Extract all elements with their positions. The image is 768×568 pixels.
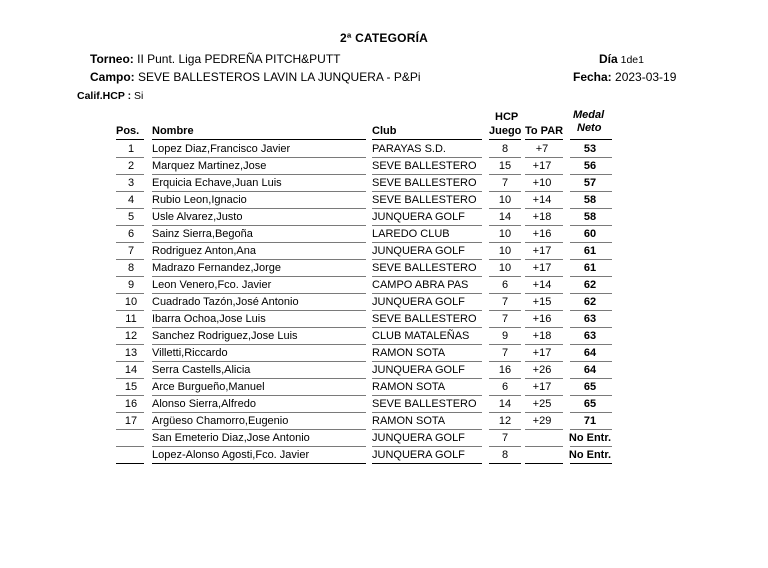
table-row [0,430,768,447]
player-name-cell: Leon Venero,Fco. Javier [152,279,272,291]
table-row [0,260,768,277]
medal-neto-cell: 53 [583,143,597,155]
to-par-cell: +17 [532,160,552,172]
position-cell: 7 [127,245,135,257]
col-header-hcp: HCP [495,111,519,123]
position-cell: 17 [124,415,138,427]
position-cell: 10 [124,296,138,308]
to-par-cell: +16 [532,228,552,240]
position-cell: 1 [127,143,135,155]
table-row [0,277,768,294]
medal-neto-cell: 64 [583,364,597,376]
table-row [0,141,768,158]
player-name-cell: Serra Castells,Alicia [152,364,251,376]
hcp-juego-cell: 7 [501,347,509,359]
medal-neto-cell: 58 [583,194,597,206]
club-cell: LAREDO CLUB [372,228,450,240]
dia-label: Día [599,52,618,66]
hcp-juego-cell: 10 [498,194,512,206]
table-row [0,345,768,362]
row-separator [152,463,366,464]
club-cell: PARAYAS S.D. [372,143,446,155]
medal-neto-cell: 58 [583,211,597,223]
position-cell: 16 [124,398,138,410]
medal-neto-cell: 61 [583,245,597,257]
medal-neto-cell: No Entr. [568,432,612,444]
underline-pos [116,139,144,140]
hcp-juego-cell: 15 [498,160,512,172]
col-header-medal: Medal [573,109,605,121]
hcp-juego-cell: 10 [498,245,512,257]
medal-neto-cell: 65 [583,381,597,393]
col-header-nombre: Nombre [152,125,194,137]
player-name-cell: Rubio Leon,Ignacio [152,194,247,206]
to-par-cell: +18 [532,211,552,223]
hcp-juego-cell: 16 [498,364,512,376]
club-cell: RAMON SOTA [372,381,446,393]
table-row [0,396,768,413]
player-name-cell: Rodriguez Anton,Ana [152,245,256,257]
player-name-cell: Lopez-Alonso Agosti,Fco. Javier [152,449,310,461]
underline-nombre [152,139,366,140]
position-cell: 15 [124,381,138,393]
table-row [0,447,768,464]
hcp-juego-cell: 7 [501,296,509,308]
table-row [0,328,768,345]
club-cell: JUNQUERA GOLF [372,245,465,257]
underline-to-par [525,139,563,140]
player-name-cell: Villetti,Riccardo [152,347,228,359]
position-cell: 2 [127,160,135,172]
table-row [0,158,768,175]
to-par-cell: +10 [532,177,552,189]
table-row [0,226,768,243]
hcp-juego-cell: 10 [498,228,512,240]
calif-value: Si [131,90,144,102]
campo-value: SEVE BALLESTEROS LAVIN LA JUNQUERA - P&Pi [134,70,421,84]
to-par-cell: +25 [532,398,552,410]
medal-neto-cell: 65 [583,398,597,410]
player-name-cell: Madrazo Fernandez,Jorge [152,262,282,274]
torneo-label: Torneo: [90,52,134,66]
page-title: 2ª CATEGORÍA [340,31,428,45]
medal-neto-cell: 63 [583,330,597,342]
row-separator [525,463,563,464]
fecha-label: Fecha: [573,70,612,84]
table-row [0,243,768,260]
player-name-cell: San Emeterio Diaz,Jose Antonio [152,432,310,444]
hcp-juego-cell: 14 [498,211,512,223]
col-header-to-par: To PAR [525,125,564,137]
table-row [0,192,768,209]
position-cell: 14 [124,364,138,376]
fecha-value: 2023-03-19 [611,70,677,84]
campo-line [90,70,421,84]
torneo-line [90,52,341,66]
col-header-pos: Pos. [116,125,140,137]
table-row [0,311,768,328]
player-name-cell: Marquez Martinez,Jose [152,160,267,172]
club-cell: JUNQUERA GOLF [372,432,465,444]
to-par-cell: +15 [532,296,552,308]
to-par-cell: +14 [532,194,552,206]
calif-line [77,90,143,102]
to-par-cell: +18 [532,330,552,342]
table-row [0,379,768,396]
to-par-cell: +17 [532,347,552,359]
table-row [0,294,768,311]
underline-club [372,139,482,140]
player-name-cell: Sanchez Rodriguez,Jose Luis [152,330,298,342]
club-cell: SEVE BALLESTERO [372,398,477,410]
club-cell: JUNQUERA GOLF [372,211,465,223]
club-cell: JUNQUERA GOLF [372,296,465,308]
calif-label: Calif.HCP : [77,90,132,102]
player-name-cell: Argüeso Chamorro,Eugenio [152,415,289,427]
campo-label: Campo: [90,70,135,84]
club-cell: RAMON SOTA [372,347,446,359]
position-cell: 9 [127,279,135,291]
player-name-cell: Ibarra Ochoa,Jose Luis [152,313,266,325]
medal-neto-cell: 64 [583,347,597,359]
medal-neto-cell: 71 [583,415,597,427]
position-cell: 11 [125,313,137,325]
hcp-juego-cell: 6 [501,279,509,291]
position-cell: 4 [127,194,135,206]
club-cell: RAMON SOTA [372,415,446,427]
table-row [0,209,768,226]
to-par-cell: +7 [535,143,549,155]
player-name-cell: Usle Alvarez,Justo [152,211,243,223]
position-cell: 8 [127,262,135,274]
position-cell: 6 [127,228,135,240]
hcp-juego-cell: 10 [498,262,512,274]
to-par-cell: +16 [532,313,552,325]
club-cell: SEVE BALLESTERO [372,160,477,172]
row-separator [489,463,521,464]
hcp-juego-cell: 8 [501,449,509,461]
player-name-cell: Arce Burgueño,Manuel [152,381,265,393]
hcp-juego-cell: 9 [501,330,509,342]
underline-juego [489,139,521,140]
medal-neto-cell: No Entr. [568,449,612,461]
club-cell: JUNQUERA GOLF [372,449,465,461]
hcp-juego-cell: 7 [501,177,509,189]
medal-neto-cell: 62 [583,296,597,308]
hcp-juego-cell: 7 [501,313,509,325]
club-cell: SEVE BALLESTERO [372,262,477,274]
to-par-cell: +14 [532,279,552,291]
club-cell: SEVE BALLESTERO [372,313,477,325]
hcp-juego-cell: 8 [501,143,509,155]
torneo-value: II Punt. Liga PEDREÑA PITCH&PUTT [133,52,341,66]
position-cell: 12 [124,330,138,342]
position-cell: 13 [124,347,138,359]
row-separator [372,463,482,464]
row-separator [116,463,144,464]
dia-value: 1de1 [617,54,644,66]
to-par-cell: +17 [532,245,552,257]
col-header-neto: Neto [577,122,602,134]
player-name-cell: Cuadrado Tazón,José Antonio [152,296,299,308]
to-par-cell: +17 [532,262,552,274]
medal-neto-cell: 57 [583,177,597,189]
club-cell: JUNQUERA GOLF [372,364,465,376]
club-cell: SEVE BALLESTERO [372,177,477,189]
to-par-cell: +17 [532,381,552,393]
underline-neto [570,139,612,140]
to-par-cell: +26 [532,364,552,376]
hcp-juego-cell: 14 [498,398,512,410]
hcp-juego-cell: 12 [498,415,512,427]
club-cell: CAMPO ABRA PAS [372,279,469,291]
table-row [0,362,768,379]
col-header-club: Club [372,125,397,137]
col-header-juego: Juego [489,125,522,137]
dia-line [599,52,644,66]
fecha-line [573,70,676,84]
position-cell: 5 [127,211,135,223]
medal-neto-cell: 56 [583,160,597,172]
medal-neto-cell: 61 [583,262,597,274]
player-name-cell: Erquicia Echave,Juan Luis [152,177,282,189]
player-name-cell: Lopez Diaz,Francisco Javier [152,143,291,155]
player-name-cell: Alonso Sierra,Alfredo [152,398,256,410]
medal-neto-cell: 60 [583,228,597,240]
club-cell: CLUB MATALEÑAS [372,330,470,342]
table-row [0,413,768,430]
position-cell: 3 [127,177,135,189]
medal-neto-cell: 62 [583,279,597,291]
to-par-cell: +29 [532,415,552,427]
row-separator [570,463,612,464]
player-name-cell: Sainz Sierra,Begoña [152,228,253,240]
club-cell: SEVE BALLESTERO [372,194,477,206]
medal-neto-cell: 63 [583,313,597,325]
table-row [0,175,768,192]
hcp-juego-cell: 6 [501,381,509,393]
hcp-juego-cell: 7 [501,432,509,444]
